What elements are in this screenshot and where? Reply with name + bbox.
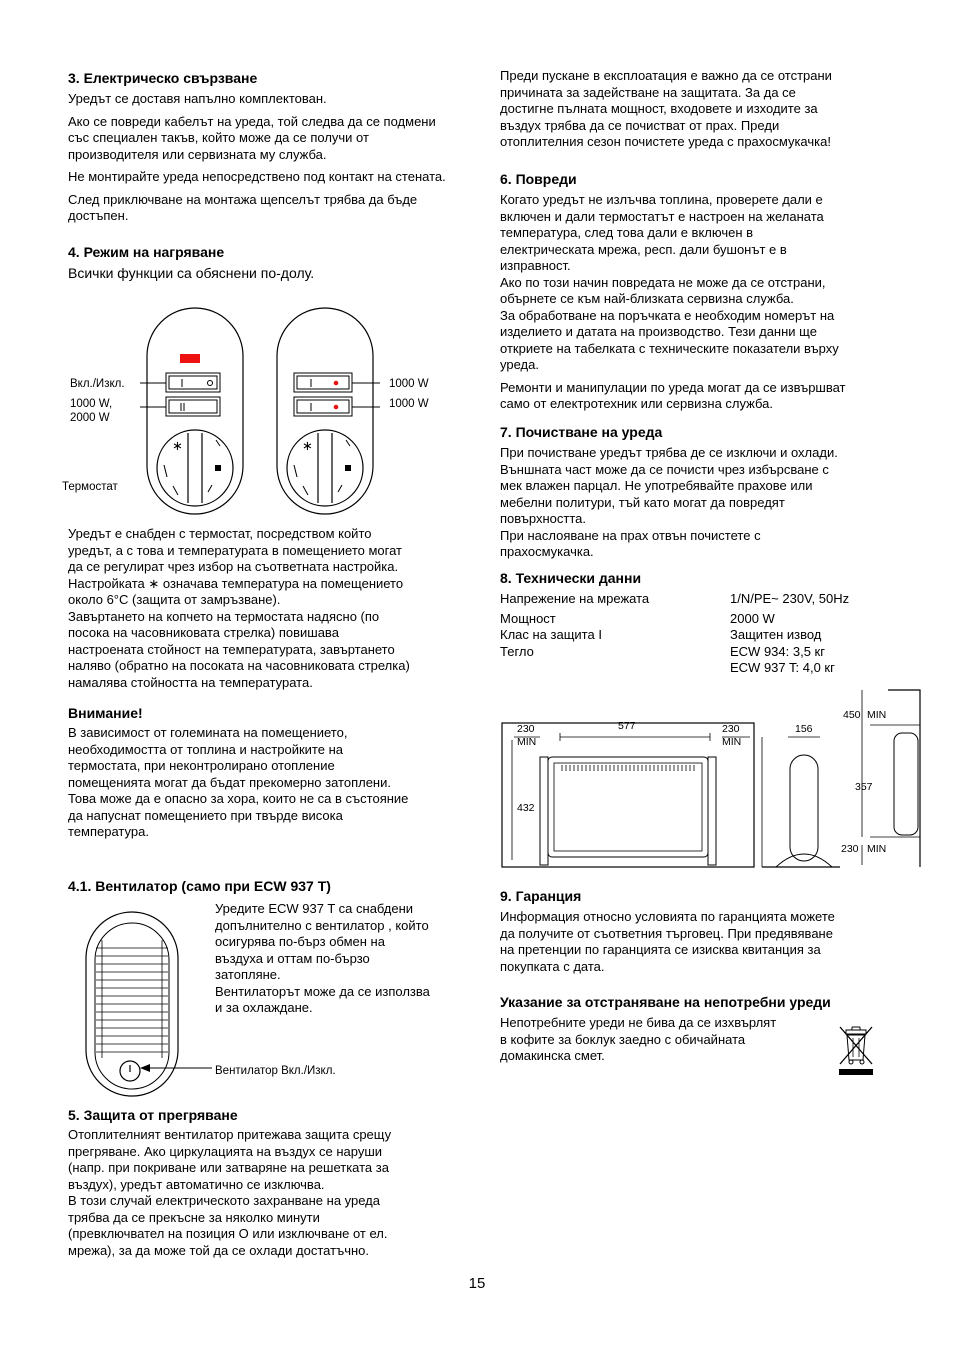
spec-row <box>500 660 849 677</box>
line: Уредът е снабден с термостат, посредством който <box>68 526 372 541</box>
line: посока на часовниковата стрелка) повишава <box>68 625 339 640</box>
section-3-title: 3. Електрическо свързване <box>68 70 258 86</box>
line: необходимостта от топлина и настройките на <box>68 741 343 757</box>
line: осигурява по-бърз обмен на <box>215 934 385 949</box>
line: домакинска смет. <box>500 1048 605 1063</box>
line: Уредите ECW 937 T са снабдени <box>215 901 414 916</box>
line: Външната част може да се почисти чрез избърсване с <box>500 461 829 477</box>
line: Преди пускане в експлоатация е важно да се отстрани <box>500 68 832 83</box>
section-4-1-title: 4.1. Вентилатор (само при ECW 937 T) <box>68 878 331 894</box>
line: Настройката ∗ означава температура на помещението <box>68 575 404 591</box>
attention-title: Внимание! <box>68 705 143 721</box>
spec-key: Мощност <box>500 610 556 626</box>
line: Ремонти и манипулации по уреда могат да се извършват <box>500 379 846 395</box>
line: въздуха и оттам по-бързо <box>215 950 370 966</box>
line: отоплителния сезон почистете уреда с прахосмукачка! <box>500 134 831 149</box>
label-power-left-1: 1000 W, <box>70 398 113 410</box>
dim-right-min: 230 <box>722 723 740 735</box>
svg-text:∗: ∗ <box>172 439 183 454</box>
spec-value: ECW 937 T: 4,0 кг <box>730 660 835 675</box>
dim-top-min: 450 <box>843 709 861 721</box>
line: Отоплителният вентилатор притежава защита срещу <box>68 1127 392 1142</box>
section-4-title: 4. Режим на нагряване <box>68 244 225 260</box>
line: въздух), уредът автоматично се изключва. <box>68 1176 325 1192</box>
line: откриете на табелката с техническите показатели върху <box>500 340 839 356</box>
dim-top-min-unit: MIN <box>867 709 887 721</box>
dim-left-min-unit: MIN <box>517 736 537 748</box>
section-4-1-body <box>215 901 465 1017</box>
intro-right <box>500 68 900 151</box>
line: изделието и датата на производство. Тези данни ще <box>500 324 817 339</box>
line: Завъртането на копчето на термостата надясно (по <box>68 608 380 624</box>
dim-bottom-min-unit: MIN <box>867 843 887 855</box>
line: изправност. <box>500 258 571 273</box>
section-8 <box>500 569 900 677</box>
line: температура, след това дали е включен в <box>500 225 754 240</box>
indicator-light <box>180 354 200 363</box>
line: прегряване. Ако циркулацията на въздух се наруши <box>68 1143 383 1159</box>
line: Вентилаторът може да се използва <box>215 983 430 999</box>
line: около 6°C (защита от замръзване). <box>68 592 281 607</box>
section-6-title: 6. Повреди <box>500 171 577 187</box>
section-3-p4: След приключване на монтажа щепселът трябва да бъде достъпен. <box>68 191 418 223</box>
section-3 <box>68 69 458 225</box>
label-thermostat: Термостат <box>62 481 118 493</box>
line: настроената стойност на температурата, завъртането <box>68 641 395 657</box>
line: прахосмукачка. <box>500 544 594 559</box>
label-power-left-2: 2000 W <box>70 412 110 424</box>
line: В зависимост от големината на помещението, <box>68 725 348 740</box>
line: достигне пълната мощност, входовете и изходите за <box>500 101 818 116</box>
line: При почистване уредът трябва де се изключи и охлади. <box>500 445 838 460</box>
svg-text:∗: ∗ <box>302 439 313 454</box>
line: да напуснат помещението при твърде висока <box>68 807 343 823</box>
line: въздух трябва да се почистват от прах. Преди <box>500 117 780 133</box>
section-4-1-title-wrap <box>68 877 331 895</box>
section-7 <box>500 423 900 561</box>
spec-key: Напрежение на мрежата <box>500 591 650 606</box>
line: уредът, а с това и температурата в помещението могат <box>68 542 403 558</box>
line: повърхността. <box>500 511 586 526</box>
line: (напр. при покриване или затваряне на решетката за <box>68 1160 389 1175</box>
attention-section <box>68 704 468 841</box>
spec-value: Защитен извод <box>730 627 822 642</box>
crossed-bin-icon <box>835 1022 877 1076</box>
line: мек влажен парцал. Не употребявайте прахове или <box>500 478 813 493</box>
dim-width: 577 <box>618 720 636 732</box>
line: намалява стойността на температурата. <box>68 674 313 690</box>
control-panel-figure <box>140 305 380 520</box>
section-4-subtitle: Всички функции са обяснени по-долу. <box>68 265 315 281</box>
dimensions-drawing <box>500 685 925 870</box>
line: За обработване на поръчката е необходим номерът на <box>500 307 835 323</box>
spec-key: Клас на защита I <box>500 627 602 642</box>
disposal-title: Указание за отстраняване на непотребни уреди <box>500 994 831 1010</box>
line: включен и дали термостатът е настроен на желаната <box>500 208 824 224</box>
spec-row <box>500 627 849 644</box>
dim-bottom-min: 230 <box>841 843 859 855</box>
section-7-title: 7. Почистване на уреда <box>500 424 663 440</box>
section-9 <box>500 887 900 975</box>
line: обърнете се към най-близката сервизна служба. <box>500 291 794 306</box>
dim-depth: 156 <box>795 723 813 735</box>
line: мебелни политури, тъй като могат да повредят <box>500 494 785 510</box>
line: термостата, при неконтролирано отопление <box>68 758 335 773</box>
line: покупката с дата. <box>500 958 605 974</box>
line: да получите от съответния търговец. При предявяване <box>500 925 833 941</box>
section-3-p2: Ако се повреди кабелът на уреда, той следва да се подмени със специален такъв, който може да се получи от производителя или сервизната му служба. <box>68 113 436 162</box>
page-number: 15 <box>468 1275 486 1292</box>
section-5-title: 5. Защита от прегряване <box>68 1107 238 1123</box>
line: Непотребните уреди не бива да се изхвърлят <box>500 1015 777 1030</box>
line: (превключвател на позиция О или изключване от ел. <box>68 1226 388 1241</box>
spec-value: ECW 934: 3,5 кг <box>730 643 825 659</box>
line: уреда. <box>500 357 539 372</box>
section-5 <box>68 1106 468 1259</box>
line: на претенции по гаранцията се изисква квитанция за <box>500 942 821 957</box>
line: и за охлаждане. <box>215 1000 313 1015</box>
dim-left-min: 230 <box>517 723 535 735</box>
line: затопляне. <box>215 967 281 982</box>
section-8-title: 8. Технически данни <box>500 570 642 586</box>
line: помещенията могат да бъдат прекомерно затоплени. <box>68 774 391 790</box>
spec-table <box>500 591 849 677</box>
line: да се регулират чрез избор на съответната настройка. <box>68 559 399 574</box>
spec-row <box>500 591 849 608</box>
dim-right-min-unit: MIN <box>722 736 742 748</box>
section-4-header <box>68 243 458 282</box>
section-9-title: 9. Гаранция <box>500 888 582 904</box>
line: В този случай електрическото захранване на уреда <box>68 1193 380 1208</box>
label-fan-switch: Вентилатор Вкл./Изкл. <box>215 1065 336 1077</box>
section-6 <box>500 170 900 413</box>
line: температура. <box>68 824 149 839</box>
label-power-right-2: 1000 W <box>389 398 429 410</box>
line: причината за задействане на защитата. За да се <box>500 84 796 100</box>
line: допълнително с вентилатор , който <box>215 917 429 933</box>
line: Когато уредът не излъчва топлина, проверете дали е <box>500 192 823 207</box>
label-power-right-1: 1000 W <box>389 378 429 390</box>
spec-key <box>500 660 730 677</box>
section-3-p1: Уредът се доставя напълно комплектован. <box>68 91 327 106</box>
line: мрежа), за да може той да се охлади достатъчно. <box>68 1242 369 1258</box>
line: трябва да се прекъсне за няколко минути <box>68 1209 320 1225</box>
line: само от електротехник или сервизна служба. <box>500 396 773 411</box>
section-4-body <box>68 526 468 691</box>
section-3-p3: Не монтирайте уреда непосредствено под контакт на стената. <box>68 169 446 184</box>
spec-value: 1/N/PE~ 230V, 50Hz <box>730 591 850 606</box>
spec-row <box>500 608 849 628</box>
dim-mid: 357 <box>855 781 873 793</box>
dim-height: 432 <box>517 802 535 814</box>
line: наляво (обратно на посоката на часовниковата стрелка) <box>68 658 410 673</box>
line: Информация относно условията по гаранцията можете <box>500 909 835 924</box>
line: Ако по този начин повредата не може да се отстрани, <box>500 274 826 290</box>
line: електрическата мрежа, респ. дали бушонът е в <box>500 241 787 257</box>
label-on-off: Вкл./Изкл. <box>70 378 125 390</box>
line: Това може да е опасно за хора, които не са в състояние <box>68 791 409 806</box>
spec-key: Тегло <box>500 643 534 659</box>
spec-row <box>500 644 849 661</box>
line: При наслояване на прах отвън почистете с <box>500 527 761 543</box>
line: в кофите за боклук заедно с обичайната <box>500 1031 746 1047</box>
spec-value: 2000 W <box>730 610 775 626</box>
